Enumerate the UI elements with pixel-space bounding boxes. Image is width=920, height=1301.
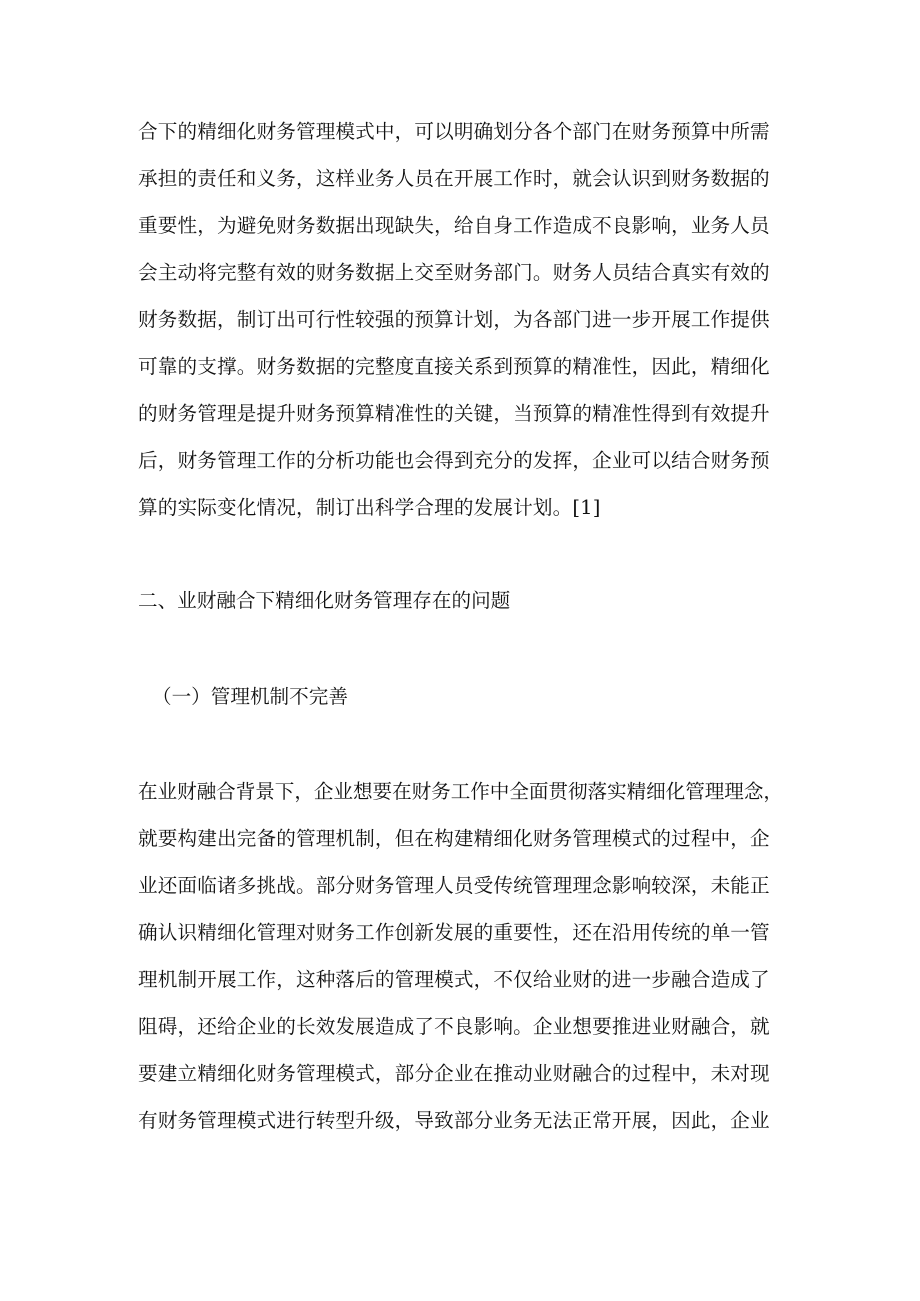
paragraph-line: 重要性，为避免财务数据出现缺失，给自身工作造成不良影响，业务人员	[138, 214, 770, 237]
paragraph-line: 会主动将完整有效的财务数据上交至财务部门。财务人员结合真实有效的	[138, 261, 770, 284]
paragraph-line: 算的实际变化情况，制订出科学合理的发展计划。[1]	[138, 496, 601, 519]
paragraph-line: 后，财务管理工作的分析功能也会得到充分的发挥，企业可以结合财务预	[138, 449, 770, 472]
paragraph-line: 财务数据，制订出可行性较强的预算计划，为各部门进一步开展工作提供	[138, 308, 770, 331]
paragraph-line: 承担的责任和义务，这样业务人员在开展工作时，就会认识到财务数据的	[138, 167, 770, 190]
paragraph-line: 有财务管理模式进行转型升级，导致部分业务无法正常开展，因此，企业	[138, 1109, 770, 1132]
paragraph-line: 理机制开展工作，这种落后的管理模式，不仅给业财的进一步融合造成了	[138, 968, 770, 991]
paragraph-line: 合下的精细化财务管理模式中，可以明确划分各个部门在财务预算中所需	[138, 120, 770, 143]
paragraph-line: 可靠的支撑。财务数据的完整度直接关系到预算的精准性，因此，精细化	[138, 355, 770, 378]
paragraph-line: 确认识精细化管理对财务工作创新发展的重要性，还在沿用传统的单一管	[138, 921, 770, 944]
paragraph-line: 的财务管理是提升财务预算精准性的关键，当预算的精准性得到有效提升	[138, 402, 770, 425]
paragraph-line: 要建立精细化财务管理模式，部分企业在推动业财融合的过程中，未对现	[138, 1062, 770, 1085]
paragraph-line: 阻碍，还给企业的长效发展造成了不良影响。企业想要推进业财融合，就	[138, 1015, 770, 1038]
paragraph-line: 就要构建出完备的管理机制，但在构建精细化财务管理模式的过程中，企	[138, 827, 770, 850]
paragraph-line: 在业财融合背景下，企业想要在财务工作中全面贯彻落实精细化管理理念，	[138, 780, 783, 803]
subsection-heading: （一）管理机制不完善	[152, 685, 348, 708]
section-heading: 二、业财融合下精细化财务管理存在的问题	[138, 589, 511, 612]
paragraph-line: 业还面临诸多挑战。部分财务管理人员受传统管理理念影响较深，未能正	[138, 874, 770, 897]
